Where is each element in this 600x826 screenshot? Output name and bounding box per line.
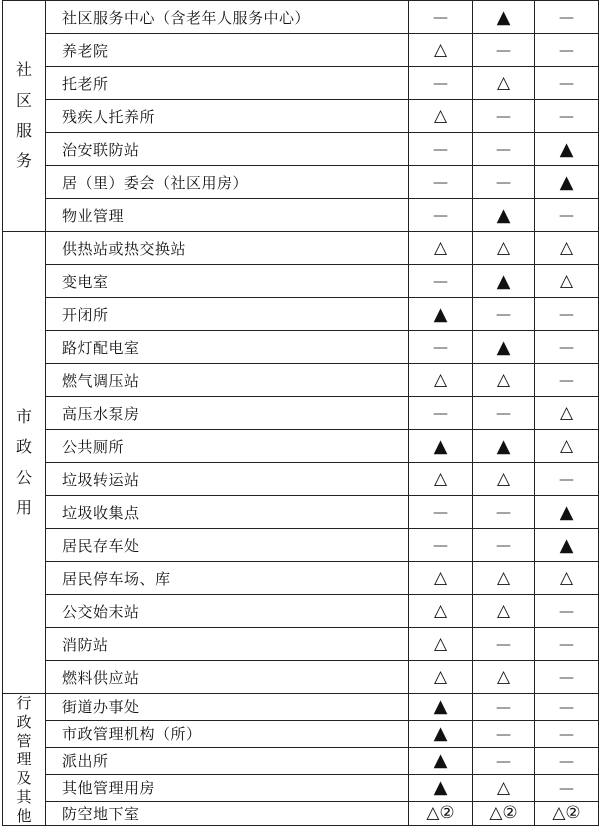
mark-col-2: ▲ xyxy=(473,265,535,298)
mark-col-2: △② xyxy=(473,801,535,826)
table-body xyxy=(3,1,599,826)
mark-col-2: △ xyxy=(473,232,535,265)
mark-col-2: △ xyxy=(473,661,535,694)
table-row xyxy=(3,34,599,67)
mark-col-1: — xyxy=(409,265,473,298)
facility-name: 街道办事处 xyxy=(46,694,409,721)
mark-col-2: — xyxy=(473,628,535,661)
mark-col-2: △ xyxy=(473,595,535,628)
mark-col-3: — xyxy=(535,298,599,331)
mark-col-2: ▲ xyxy=(473,430,535,463)
mark-col-1: △ xyxy=(409,595,473,628)
table-row xyxy=(3,595,599,628)
facility-name: 残疾人托养所 xyxy=(46,100,409,133)
mark-col-3: — xyxy=(535,774,599,801)
category-char: 及 xyxy=(16,769,32,787)
facility-name: 垃圾转运站 xyxy=(46,463,409,496)
mark-col-1: ▲ xyxy=(409,298,473,331)
category-char: 服 xyxy=(15,121,32,140)
category-cell xyxy=(3,1,46,232)
table-row xyxy=(3,133,599,166)
facility-name: 养老院 xyxy=(46,34,409,67)
mark-col-1: — xyxy=(409,397,473,430)
mark-col-2: — xyxy=(473,694,535,721)
category-char: 理 xyxy=(16,750,32,769)
mark-col-2: — xyxy=(473,166,535,199)
mark-col-2: △ xyxy=(473,562,535,595)
table-row xyxy=(3,265,599,298)
category-char: 公 xyxy=(15,467,32,487)
category-char: 政 xyxy=(15,437,32,457)
mark-col-3: — xyxy=(535,747,599,774)
facility-name: 供热站或热交换站 xyxy=(46,232,409,265)
facility-table xyxy=(2,0,599,826)
facility-name: 垃圾收集点 xyxy=(46,496,409,529)
mark-col-3: △ xyxy=(535,232,599,265)
mark-col-1: △ xyxy=(409,100,473,133)
category-char: 他 xyxy=(16,806,32,825)
mark-col-2: — xyxy=(473,298,535,331)
facility-name: 派出所 xyxy=(46,747,409,774)
mark-col-3: △ xyxy=(535,430,599,463)
facility-name: 路灯配电室 xyxy=(46,331,409,364)
mark-col-3: △② xyxy=(535,801,599,826)
table-row xyxy=(3,298,599,331)
facility-name: 托老所 xyxy=(46,67,409,100)
facility-name: 消防站 xyxy=(46,628,409,661)
table-row xyxy=(3,801,599,826)
mark-col-2: — xyxy=(473,529,535,562)
mark-col-3: — xyxy=(535,331,599,364)
mark-col-3: △ xyxy=(535,265,599,298)
facility-name: 其他管理用房 xyxy=(46,774,409,801)
mark-col-2: — xyxy=(473,747,535,774)
mark-col-2: ▲ xyxy=(473,1,535,34)
table-row xyxy=(3,166,599,199)
table-row xyxy=(3,364,599,397)
mark-col-2: — xyxy=(473,720,535,747)
category-char: 区 xyxy=(15,90,32,110)
mark-col-1: △ xyxy=(409,463,473,496)
mark-col-1: — xyxy=(409,496,473,529)
mark-col-2: — xyxy=(473,397,535,430)
mark-col-1: △ xyxy=(409,661,473,694)
mark-col-3: — xyxy=(535,628,599,661)
mark-col-2: △ xyxy=(473,774,535,801)
category-char: 其 xyxy=(16,787,32,806)
mark-col-3: — xyxy=(535,364,599,397)
table-row xyxy=(3,430,599,463)
mark-col-1: ▲ xyxy=(409,774,473,801)
facility-name: 居民存车处 xyxy=(46,529,409,562)
mark-col-1: △ xyxy=(409,562,473,595)
facility-name: 开闭所 xyxy=(46,298,409,331)
facility-name: 社区服务中心（含老年人服务中心） xyxy=(46,1,409,34)
mark-col-2: △ xyxy=(473,67,535,100)
mark-col-3: — xyxy=(535,661,599,694)
facility-name: 燃料供应站 xyxy=(46,661,409,694)
table-row xyxy=(3,1,599,34)
mark-col-1: △ xyxy=(409,364,473,397)
facility-name: 高压水泵房 xyxy=(46,397,409,430)
table-row xyxy=(3,496,599,529)
mark-col-3: — xyxy=(535,694,599,721)
facility-name: 治安联防站 xyxy=(46,133,409,166)
mark-col-3: — xyxy=(535,34,599,67)
table-row xyxy=(3,661,599,694)
mark-col-3: — xyxy=(535,1,599,34)
facility-name: 公共厕所 xyxy=(46,430,409,463)
category-cell xyxy=(3,232,46,694)
mark-col-3: — xyxy=(535,595,599,628)
category-char: 政 xyxy=(16,712,32,731)
category-char: 务 xyxy=(15,151,32,171)
mark-col-3: — xyxy=(535,67,599,100)
mark-col-3: — xyxy=(535,463,599,496)
mark-col-1: — xyxy=(409,166,473,199)
facility-name: 燃气调压站 xyxy=(46,364,409,397)
mark-col-3: — xyxy=(535,199,599,232)
mark-col-1: ▲ xyxy=(409,430,473,463)
mark-col-2: — xyxy=(473,133,535,166)
mark-col-1: △ xyxy=(409,34,473,67)
facility-name: 变电室 xyxy=(46,265,409,298)
table-row xyxy=(3,562,599,595)
mark-col-2: △ xyxy=(473,463,535,496)
mark-col-1: — xyxy=(409,529,473,562)
mark-col-1: ▲ xyxy=(409,720,473,747)
table-row xyxy=(3,694,599,721)
category-char: 用 xyxy=(15,497,32,517)
mark-col-2: ▲ xyxy=(473,199,535,232)
table-row xyxy=(3,628,599,661)
mark-col-3: △ xyxy=(535,562,599,595)
table-row xyxy=(3,67,599,100)
mark-col-3: ▲ xyxy=(535,133,599,166)
facility-name: 市政管理机构（所） xyxy=(46,720,409,747)
category-char: 社 xyxy=(15,60,32,80)
mark-col-1: — xyxy=(409,199,473,232)
mark-col-1: — xyxy=(409,67,473,100)
facility-name: 物业管理 xyxy=(46,199,409,232)
mark-col-1: △ xyxy=(409,232,473,265)
category-char: 市 xyxy=(15,406,32,426)
mark-col-1: ▲ xyxy=(409,694,473,721)
table-row xyxy=(3,232,599,265)
mark-col-1: ▲ xyxy=(409,747,473,774)
table-row xyxy=(3,463,599,496)
mark-col-1: — xyxy=(409,331,473,364)
mark-col-3: ▲ xyxy=(535,166,599,199)
table-row xyxy=(3,199,599,232)
mark-col-2: — xyxy=(473,34,535,67)
mark-col-1: △② xyxy=(409,801,473,826)
mark-col-3: — xyxy=(535,100,599,133)
mark-col-3: △ xyxy=(535,397,599,430)
mark-col-2: — xyxy=(473,496,535,529)
table-row xyxy=(3,397,599,430)
table-row xyxy=(3,747,599,774)
facility-name: 居民停车场、库 xyxy=(46,562,409,595)
mark-col-1: — xyxy=(409,1,473,34)
facility-name: 防空地下室 xyxy=(46,801,409,826)
facility-name: 公交始末站 xyxy=(46,595,409,628)
facility-name: 居（里）委会（社区用房） xyxy=(46,166,409,199)
mark-col-3: ▲ xyxy=(535,496,599,529)
mark-col-1: — xyxy=(409,133,473,166)
table-row xyxy=(3,100,599,133)
table-row xyxy=(3,529,599,562)
mark-col-2: — xyxy=(473,100,535,133)
mark-col-2: ▲ xyxy=(473,331,535,364)
mark-col-3: — xyxy=(535,720,599,747)
category-char: 行 xyxy=(16,694,32,712)
mark-col-2: △ xyxy=(473,364,535,397)
category-cell xyxy=(3,694,46,826)
mark-col-3: ▲ xyxy=(535,529,599,562)
table-row xyxy=(3,720,599,747)
mark-col-1: △ xyxy=(409,628,473,661)
table-row xyxy=(3,774,599,801)
category-char: 管 xyxy=(16,731,32,750)
table-row xyxy=(3,331,599,364)
